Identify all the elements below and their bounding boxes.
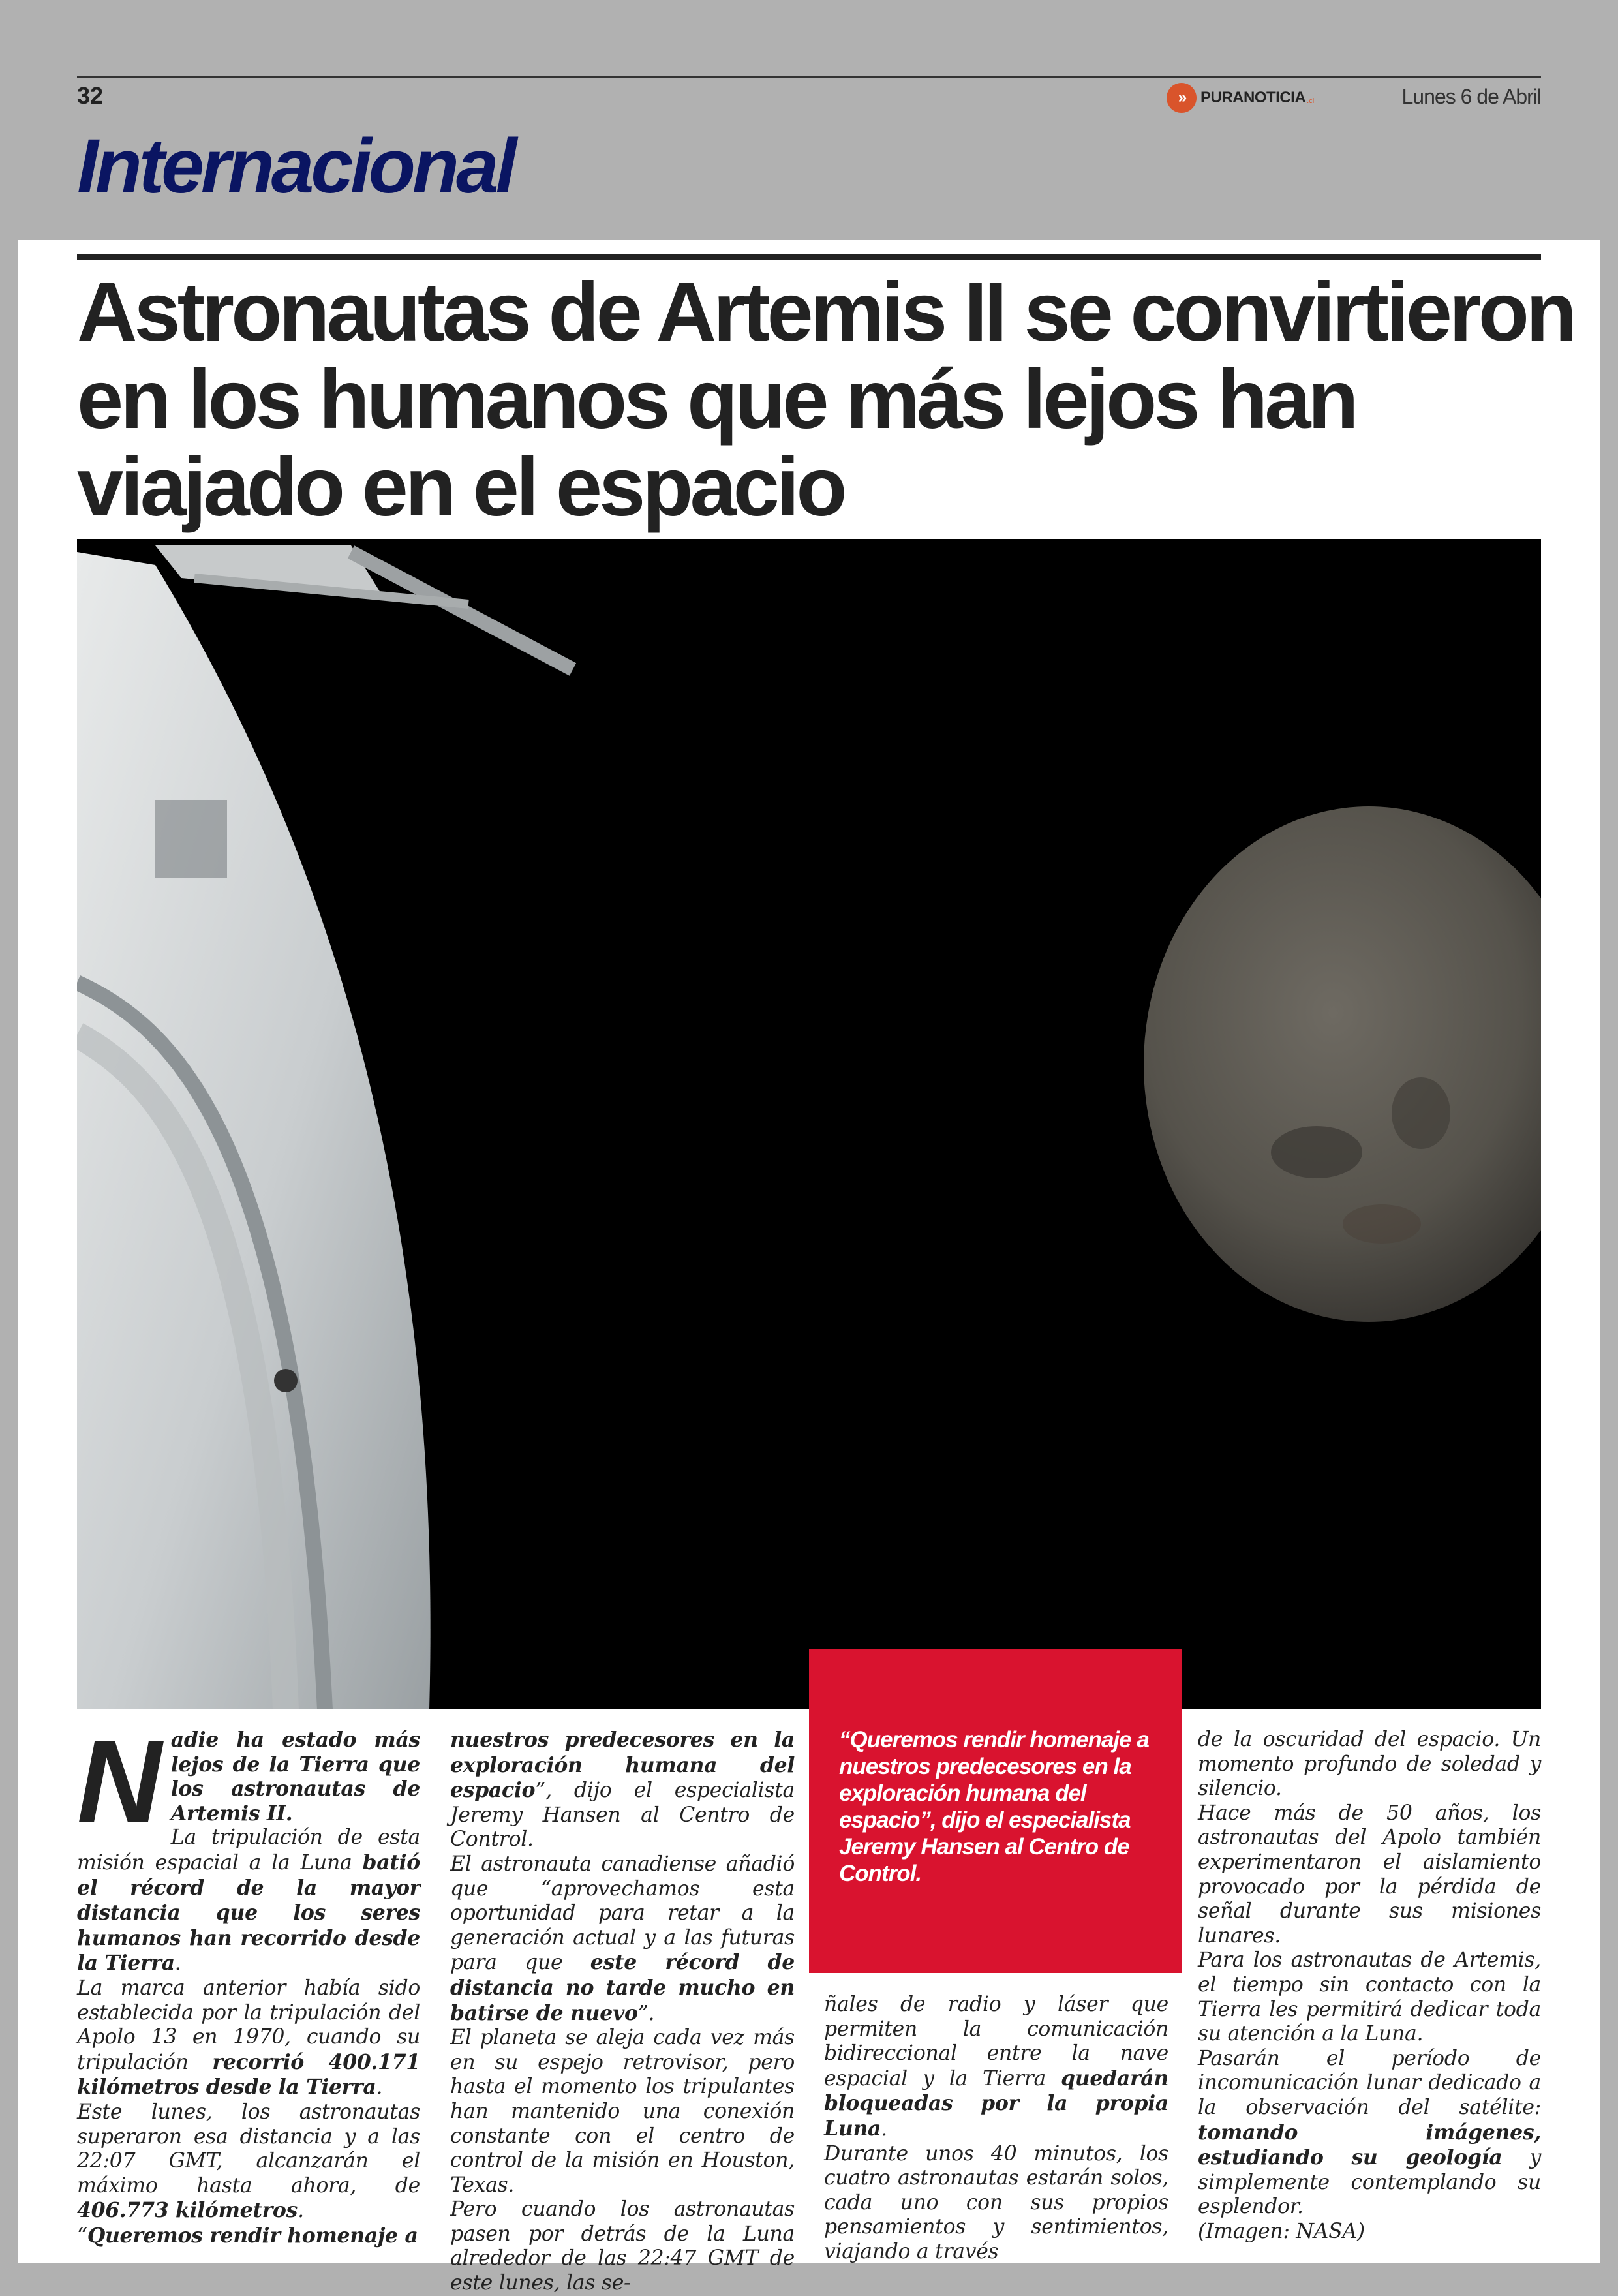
logo-suffix: .cl	[1307, 97, 1315, 105]
paragraph: El astronauta canadiense añadió que “aprovechamos esta oportunidad para retar a la generación actual y a las futuras para que este récord de distancia no tarde mucho en batirse de nuevo”.	[450, 1852, 795, 2025]
paragraph: ñales de radio y láser que permiten la comunicación bidireccional entre la nave espacial y la Tierra quedarán bloqueadas por la propia Luna.	[824, 1993, 1168, 2141]
pull-quote-text: “Queremos rendir homenaje a nuestros predecesores en la exploración humana del espacio”, dijo el especialista Jeremy Hansen al Centro de Control.	[839, 1727, 1149, 1886]
issue-date: Lunes 6 de Abril	[1401, 85, 1541, 108]
puranoticia-logo[interactable]	[1167, 84, 1314, 112]
logo-arrows-icon: »	[1167, 83, 1197, 113]
article-headline: Astronautas de Artemis II se convirtieron en los humanos que más lejos han viajado en el espacio	[77, 266, 1574, 534]
article-column-1	[77, 1716, 420, 2248]
paragraph: La tripulación de esta misión espacial a la Luna batió el récord de la mayor distancia que los seres humanos han recorrido desde la Tierra.	[77, 1826, 420, 1976]
paragraph: de la oscuridad del espacio. Un momento profundo de soledad y silencio.	[1198, 1728, 1541, 1801]
paragraph: Hace más de 50 años, los astronautas del Apolo también experimentaron el aislamiento provocado por la pérdida de señal durante sus misiones lunares.	[1198, 1801, 1541, 1948]
paragraph: nuestros predecesores en la exploración humana del espacio”, dijo el especialista Jeremy Hansen al Centro de Control.	[450, 1728, 795, 1852]
drop-cap: N	[77, 1716, 162, 1847]
logo-text: PURANOTICIA	[1200, 89, 1306, 106]
article-photo	[77, 539, 1541, 1709]
paragraph: La marca anterior había sido establecida por la tripulación del Apolo 13 en 1970, cuando su tripulación recorrió 400.171 kilómetros desde la Tierra.	[77, 1976, 420, 2100]
paragraph: El planeta se aleja cada vez más en su espejo retrovisor, pero hasta el momento los tripulantes han mantenido una conexión constante con el centro de control de la misión en Houston, Texas.	[450, 2026, 795, 2197]
paragraph: Pero cuando los astronautas pasen por detrás de la Luna alrededor de las 22:47 GMT de este lunes, las se-	[450, 2197, 795, 2295]
article-column-2	[450, 1728, 795, 2296]
article-column-3	[824, 1993, 1168, 2265]
headline-rule	[77, 254, 1541, 260]
paragraph: Para los astronautas de Artemis, el tiempo sin contacto con la Tierra les permitirá dedicar toda su atención a la Luna.	[1198, 1948, 1541, 2046]
page-number: 32	[77, 82, 104, 109]
paragraph: Este lunes, los astronautas superaron esa distancia y a las 22:07 GMT, alcanzarán el máximo hasta ahora, de 406.773 kilómetros.	[77, 2100, 420, 2223]
image-credit: (Imagen: NASA)	[1198, 2219, 1365, 2243]
lead-paragraph: adie ha estado más lejos de la Tierra que los astronautas de Artemis II.	[170, 1728, 420, 1826]
paragraph: Durante unos 40 minutos, los cuatro astronautas estarán solos, cada uno con sus propios pensamientos y sentimientos, viajando a través	[824, 2141, 1168, 2263]
pull-quote	[809, 1649, 1182, 1973]
paragraph: Pasarán el período de incomunicación lunar dedicado a la observación del satélite: tomando imágenes, estudiando su geología y simplemente contemplando su esplendor.	[1198, 2046, 1541, 2219]
orion-moon-image	[77, 539, 1541, 1709]
paragraph: “Queremos rendir homenaje a	[77, 2223, 418, 2248]
article-column-4	[1198, 1728, 1541, 2244]
header-rule	[77, 76, 1541, 78]
section-title: Internacional	[77, 123, 514, 209]
